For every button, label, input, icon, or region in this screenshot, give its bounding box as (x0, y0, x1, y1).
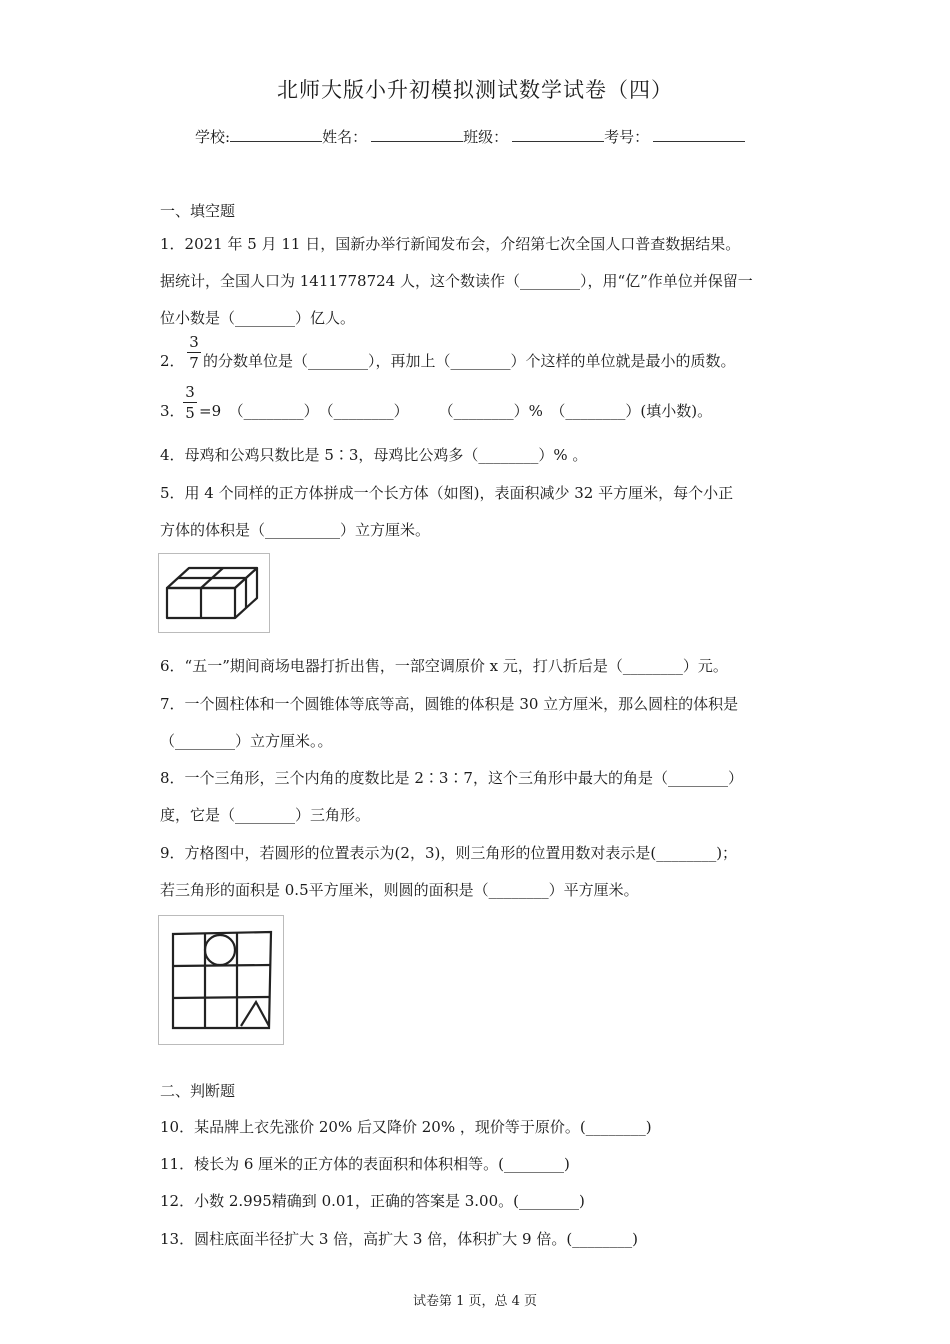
question-13: 13．圆柱底面半径扩大 3 倍，高扩大 3 倍，体积扩大 9 倍。(________) (160, 1230, 639, 1248)
school-blank[interactable] (230, 127, 322, 142)
fraction-bar (183, 402, 197, 403)
question-11: 11．棱长为 6 厘米的正方体的表面积和体积相等。(________) (160, 1155, 570, 1173)
name-label: 姓名： (322, 128, 368, 146)
question-1-line-1: 1．2021 年 5 月 11 日，国新办举行新闻发布会，介绍第七次全国人口普查数据结果。 (160, 235, 741, 253)
exam-no-label: 考号： (604, 128, 650, 146)
question-5-line-1: 5．用 4 个同样的正方体拼成一个长方体（如图)，表面积减少 32 平方厘米，每个小正 (160, 484, 734, 502)
fraction-denominator: 5 (185, 404, 195, 422)
fraction-numerator: 3 (189, 333, 199, 351)
question-9-line-2: 若三角形的面积是 0.5平方厘米，则圆的面积是（________）平方厘米。 (160, 881, 639, 899)
question-2-fraction (187, 333, 201, 372)
cuboid-drawing (159, 554, 269, 632)
question-8-line-2: 度，它是（________）三角形。 (160, 806, 371, 824)
question-4: 4．母鸡和公鸡只数比是 5∶3，母鸡比公鸡多（________）% 。 (160, 446, 588, 464)
fraction-denominator: 7 (189, 354, 199, 372)
grid-drawing (159, 916, 283, 1044)
question-10: 10．某品牌上衣先涨价 20% 后又降价 20% ，现价等于原价。(________) (160, 1118, 652, 1136)
question-5-line-2: 方体的体积是（__________）立方厘米。 (160, 521, 431, 539)
question-1-line-2: 据统计，全国人口为 1411778724 人，这个数读作（________），用“亿”作单位并保留一 (160, 272, 753, 290)
page-title: 北师大版小升初模拟测试数学试卷（四） (277, 78, 673, 102)
question-7-line-2: （________）立方厘米。。 (160, 732, 333, 750)
class-label: 班级： (463, 128, 509, 146)
section-true-false-heading: 二、判断题 (160, 1082, 236, 1100)
school-label: 学校: (195, 128, 231, 146)
question-3-number: 3． (160, 402, 185, 420)
question-6: 6．“五一”期间商场电器打折出售，一部空调原价 x 元，打八折后是（________）元。 (160, 657, 728, 675)
class-blank[interactable] (512, 127, 604, 142)
name-blank[interactable] (371, 127, 463, 142)
question-3-text: =9 （________） （________） （________）% （________）(填小数)。 (199, 402, 713, 420)
question-8-line-1: 8．一个三角形，三个内角的度数比是 2∶3∶7，这个三角形中最大的角是（________） (160, 769, 743, 787)
question-2-number: 2． (160, 352, 185, 370)
question-12: 12．小数 2.995精确到 0.01，正确的答案是 3.00。(________) (160, 1192, 585, 1210)
question-7-line-1: 7．一个圆柱体和一个圆锥体等底等高，圆锥的体积是 30 立方厘米，那么圆柱的体积是 (160, 695, 739, 713)
question-2-text: 的分数单位是（________），再加上（________）个这样的单位就是最小的质数。 (203, 352, 736, 370)
grid-figure (158, 915, 284, 1045)
page-footer: 试卷第 1 页，总 4 页 (412, 1294, 538, 1309)
cuboid-figure (158, 553, 270, 633)
question-1-line-3: 位小数是（________）亿人。 (160, 309, 356, 327)
question-9-line-1: 9．方格图中，若圆形的位置表示为(2，3)，则三角形的位置用数对表示是(________)； (160, 844, 738, 862)
exam-no-blank[interactable] (653, 127, 745, 142)
student-info-line (195, 126, 745, 147)
fraction-numerator: 3 (185, 383, 195, 401)
section-fill-in-heading: 一、填空题 (160, 202, 236, 220)
question-3-fraction (183, 383, 197, 422)
fraction-bar (187, 352, 201, 353)
